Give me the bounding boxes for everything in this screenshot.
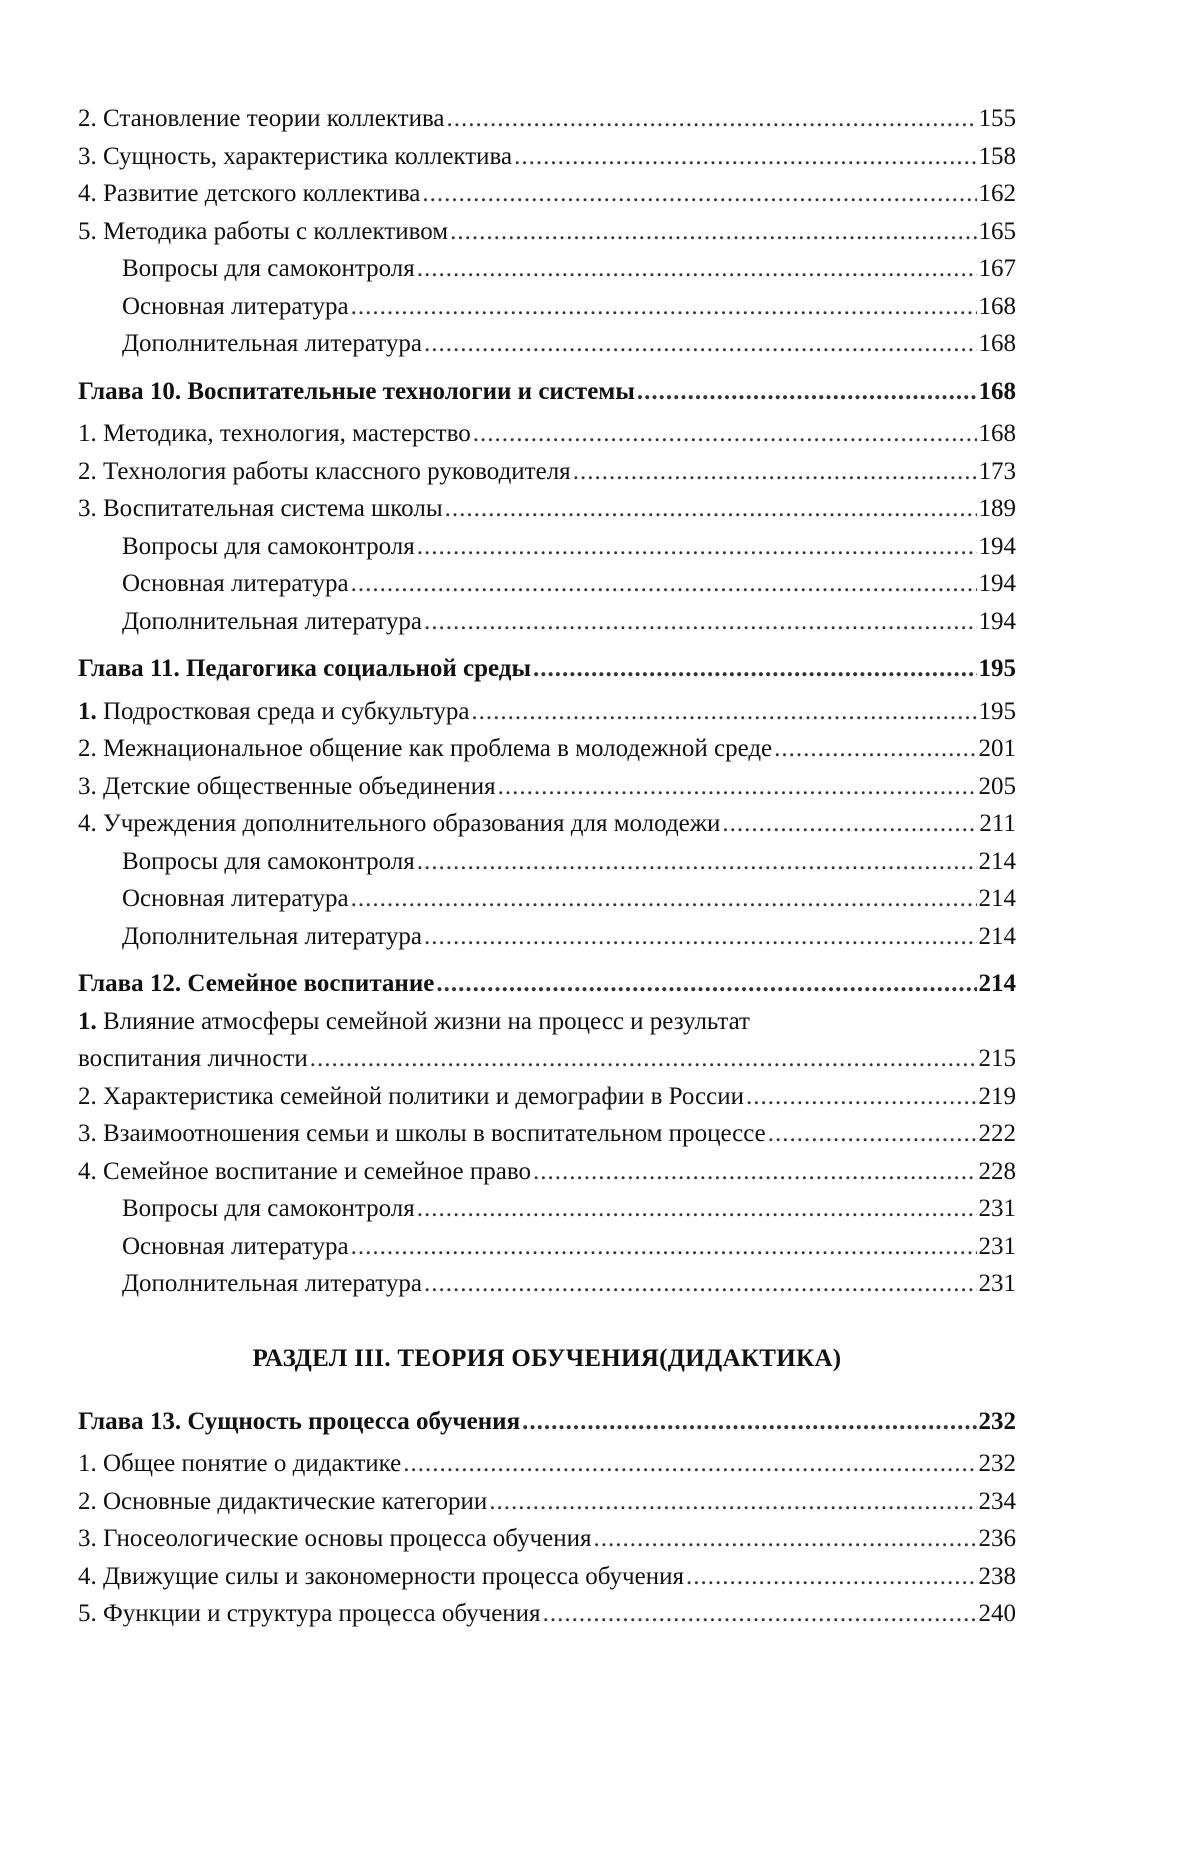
page-number: 168	[978, 377, 1016, 405]
toc-row	[78, 175, 1016, 213]
page-number: 232	[978, 1407, 1016, 1435]
page-number: 214	[978, 970, 1016, 997]
toc-title: 2. Межнациональное общение как проблема в молодежной среде	[78, 735, 773, 762]
toc-title: Основная литература	[122, 292, 349, 320]
toc-row	[78, 1078, 1016, 1116]
page-number: 194	[978, 607, 1016, 635]
page-number: 231	[978, 1232, 1016, 1260]
leader-dots	[489, 1483, 976, 1521]
section-heading: РАЗДЕЛ III. ТЕОРИЯ ОБУЧЕНИЯ(ДИДАКТИКА)	[252, 1344, 842, 1372]
leader-dots	[422, 175, 976, 213]
toc-row	[78, 1228, 1016, 1266]
leader-dots	[686, 1558, 977, 1596]
page-number: 155	[978, 105, 1016, 132]
leader-dots	[424, 1265, 977, 1303]
page-number: 195	[978, 655, 1016, 682]
page-number: 167	[978, 255, 1016, 282]
page-number: 194	[978, 570, 1016, 597]
toc-row	[78, 918, 1016, 956]
leader-dots	[450, 213, 976, 251]
toc-row	[78, 565, 1016, 603]
leader-dots	[417, 250, 977, 288]
toc-row	[78, 1153, 1016, 1191]
leader-dots	[351, 1228, 977, 1266]
page-number: 194	[978, 532, 1016, 560]
toc-row	[78, 843, 1016, 881]
page-number: 240	[978, 1600, 1016, 1627]
toc-title: Основная литература	[122, 885, 349, 912]
leader-dots	[424, 603, 977, 641]
page-number: 228	[978, 1157, 1016, 1185]
leader-dots	[351, 880, 977, 918]
leader-dots	[417, 528, 977, 566]
toc-row	[78, 415, 1016, 453]
page-number: 158	[978, 142, 1016, 170]
page-number: 189	[978, 495, 1016, 522]
toc-row	[78, 100, 1016, 138]
leader-dots	[514, 138, 976, 176]
page-number: 236	[978, 1525, 1016, 1552]
leader-dots	[351, 288, 977, 326]
toc-row	[78, 1558, 1016, 1596]
toc-row	[78, 730, 1016, 768]
page-number: 205	[978, 772, 1016, 800]
page-number: 231	[978, 1270, 1016, 1297]
leader-dots	[417, 843, 977, 881]
leader-dots	[573, 453, 977, 491]
page-number: 168	[978, 330, 1016, 357]
leader-dots	[533, 1153, 976, 1191]
toc-title: 3. Детские общественные объединения	[78, 772, 496, 800]
leader-dots	[351, 565, 977, 603]
page-number: 214	[978, 922, 1016, 950]
chapter-title: Глава 10. Воспитательные технологии и системы	[78, 377, 635, 405]
toc-row	[78, 213, 1016, 251]
chapter-title: Глава 12. Семейное воспитание	[78, 970, 435, 997]
page-number: 214	[978, 847, 1016, 875]
toc-title: Дополнительная литература	[122, 922, 422, 950]
toc-title: 3. Сущность, характеристика коллектива	[78, 142, 513, 170]
toc-title: 4. Развитие детского коллектива	[78, 180, 421, 207]
page-number: 211	[979, 810, 1016, 837]
leader-dots	[310, 1040, 977, 1078]
toc-title: 5. Функции и структура процесса обучения	[78, 1600, 541, 1627]
toc-title: 4. Движущие силы и закономерности процесса обучения	[78, 1562, 684, 1590]
table-of-contents	[78, 100, 1016, 1633]
leader-dots	[746, 1078, 977, 1116]
page-number: 238	[978, 1562, 1016, 1590]
leader-dots	[436, 965, 976, 1003]
toc-title: 1. Общее понятие о дидактике	[78, 1450, 402, 1477]
page-number: 165	[978, 217, 1016, 245]
toc-title: Вопросы для самоконтроля	[122, 847, 415, 875]
page-number: 195	[978, 697, 1016, 725]
leader-dots	[445, 490, 977, 528]
toc-title: Основная литература	[122, 1232, 349, 1260]
toc-row	[78, 880, 1016, 918]
leader-dots	[522, 1403, 976, 1441]
toc-title: Вопросы для самоконтроля	[122, 532, 415, 560]
toc-title: Дополнительная литература	[122, 330, 422, 357]
leader-dots	[424, 918, 977, 956]
toc-title: 1. Методика, технология, мастерство	[78, 420, 471, 447]
page-number: 222	[978, 1120, 1016, 1147]
toc-row	[78, 1190, 1016, 1228]
page-number: 168	[978, 292, 1016, 320]
leader-dots	[768, 1115, 977, 1153]
toc-row	[78, 1520, 1016, 1558]
toc-row	[78, 528, 1016, 566]
chapter-title: Глава 13. Сущность процесса обучения	[78, 1407, 521, 1435]
toc-row	[78, 768, 1016, 806]
toc-row	[78, 1595, 1016, 1633]
toc-row	[78, 250, 1016, 288]
leader-dots	[471, 693, 976, 731]
leader-dots	[774, 730, 976, 768]
leader-dots	[473, 415, 977, 453]
leader-dots	[637, 373, 977, 411]
toc-row	[78, 1483, 1016, 1521]
chapter-heading	[78, 965, 1016, 1003]
toc-row	[78, 1265, 1016, 1303]
page-number: 232	[978, 1450, 1016, 1477]
toc-row	[78, 453, 1016, 491]
leader-dots	[417, 1190, 977, 1228]
page-number: 162	[978, 180, 1016, 207]
toc-row	[78, 325, 1016, 363]
toc-title: Вопросы для самоконтроля	[122, 1195, 415, 1222]
leader-dots	[447, 100, 977, 138]
page-number: 173	[978, 457, 1016, 485]
toc-title: Основная литература	[122, 570, 349, 597]
toc-title: 2. Технология работы классного руководителя	[78, 457, 571, 485]
toc-title: 5. Методика работы с коллективом	[78, 217, 449, 245]
toc-title: Дополнительная литература	[122, 607, 422, 635]
toc-title: 2. Становление теории коллектива	[78, 105, 445, 132]
toc-title: 4. Семейное воспитание и семейное право	[78, 1157, 532, 1185]
toc-title	[78, 693, 469, 731]
toc-row-multiline-first	[78, 1003, 1016, 1041]
page-number: 219	[978, 1082, 1016, 1110]
toc-title: 2. Основные дидактические категории	[78, 1487, 488, 1515]
item-text: Подростковая среда и субкультура	[103, 697, 470, 725]
toc-title: 3. Гносеологические основы процесса обучения	[78, 1525, 592, 1552]
toc-row	[78, 1115, 1016, 1153]
leader-dots	[533, 650, 977, 688]
page-number: 201	[978, 735, 1016, 762]
toc-title: воспитания личности	[78, 1045, 308, 1072]
chapter-heading	[78, 650, 1016, 688]
page-number: 231	[978, 1195, 1016, 1222]
page-number: 214	[978, 885, 1016, 912]
toc-title: 3. Взаимоотношения семьи и школы в воспитательном процессе	[78, 1120, 766, 1147]
toc-title: 4. Учреждения дополнительного образования для молодежи	[78, 810, 721, 837]
toc-row	[78, 1040, 1016, 1078]
leader-dots	[543, 1595, 977, 1633]
leader-dots	[594, 1520, 977, 1558]
toc-row	[78, 288, 1016, 326]
toc-row	[78, 138, 1016, 176]
toc-row	[78, 693, 1016, 731]
leader-dots	[498, 768, 977, 806]
chapter-heading	[78, 1403, 1016, 1441]
item-number: 1.	[78, 697, 97, 725]
toc-title: Вопросы для самоконтроля	[122, 255, 415, 282]
page-number: 215	[978, 1045, 1016, 1072]
leader-dots	[424, 325, 977, 363]
toc-row	[78, 490, 1016, 528]
item-text: Влияние атмосферы семейной жизни на процесс и результат	[103, 1007, 750, 1035]
item-number: 1.	[78, 1007, 97, 1035]
toc-row	[78, 805, 1016, 843]
leader-dots	[722, 805, 977, 843]
toc-row	[78, 603, 1016, 641]
toc-title: 3. Воспитательная система школы	[78, 495, 443, 522]
page-number: 234	[978, 1487, 1016, 1515]
toc-title: Дополнительная литература	[122, 1270, 422, 1297]
chapter-heading	[78, 373, 1016, 411]
toc-row	[78, 1445, 1016, 1483]
chapter-title: Глава 11. Педагогика социальной среды	[78, 655, 531, 682]
toc-title: 2. Характеристика семейной политики и демографии в России	[78, 1082, 744, 1110]
page-number: 168	[978, 420, 1016, 447]
leader-dots	[403, 1445, 976, 1483]
